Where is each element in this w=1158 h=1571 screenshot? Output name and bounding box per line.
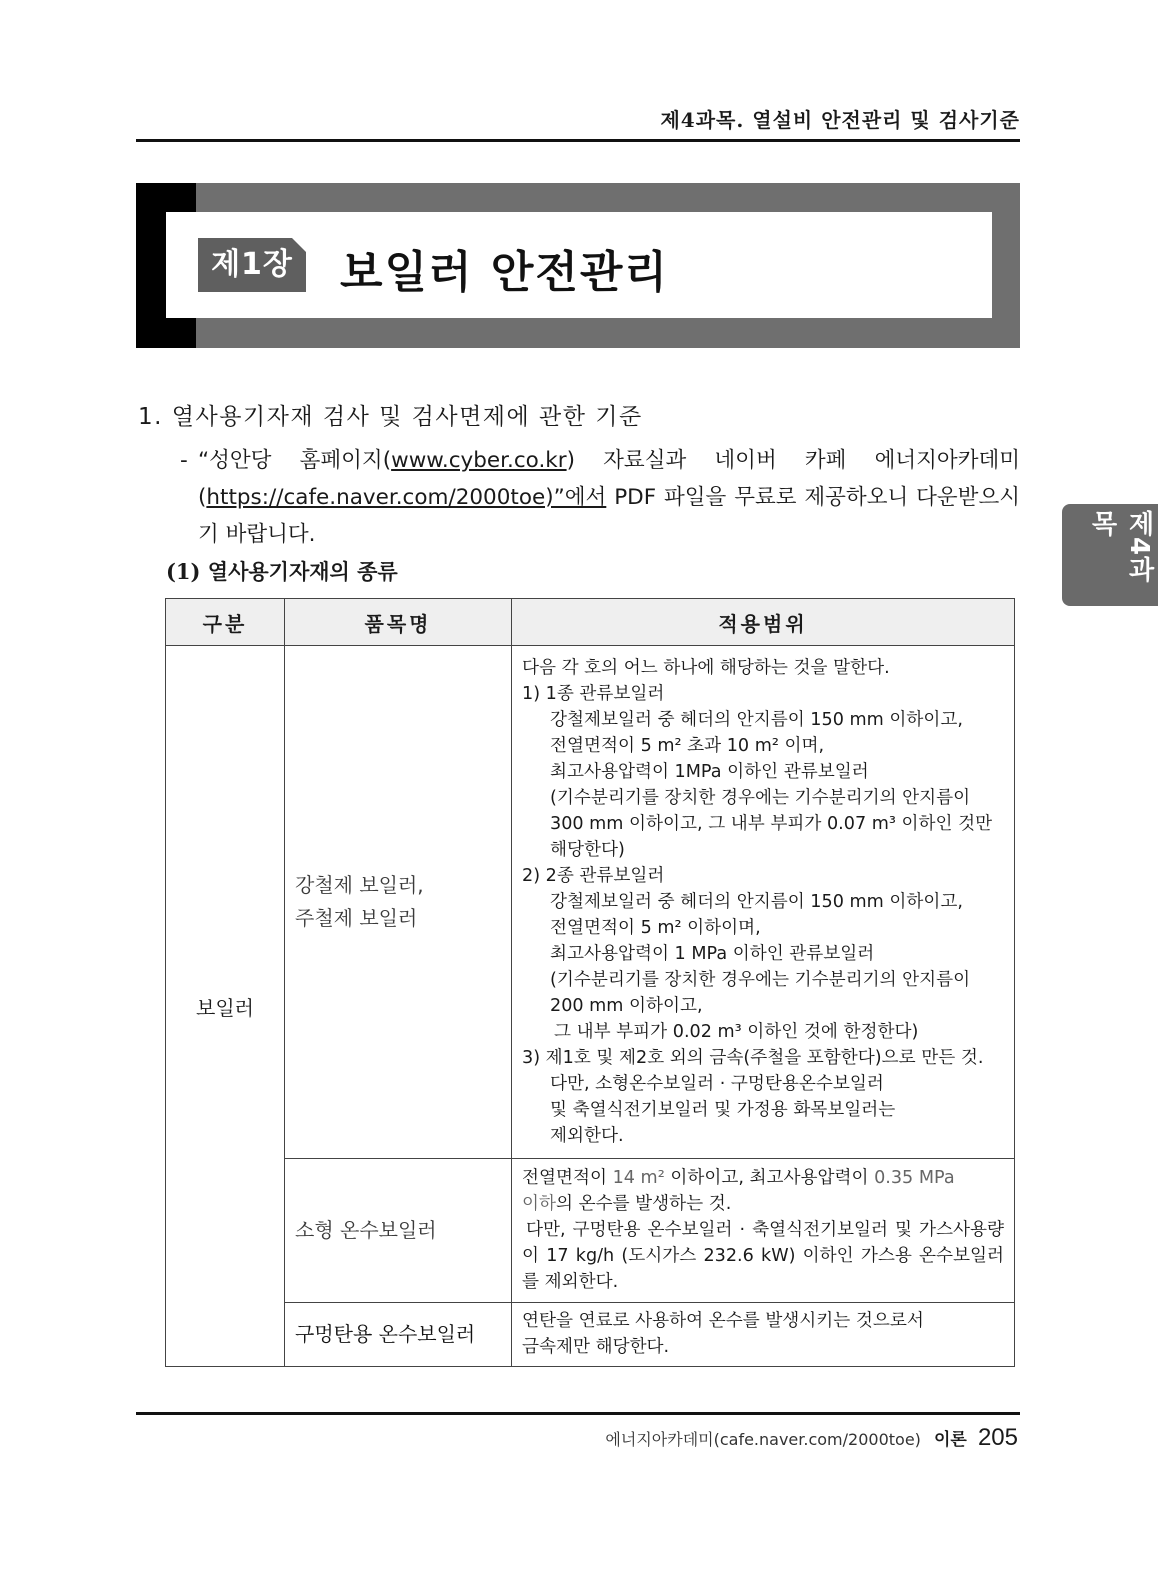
scope-line: 다만, 소형온수보일러 · 구멍탄용온수보일러 — [550, 1073, 884, 1094]
cafe-link[interactable]: https://cafe.naver.com/2000toe)”에서 — [206, 485, 607, 510]
cyber-link[interactable]: www.cyber.co.kr — [391, 448, 567, 473]
scope-line: (기수분리기를 장치한 경우에는 기수분리기의 안지름이 — [550, 787, 971, 808]
item-cell: 구멍탄용 온수보일러 — [285, 1303, 512, 1367]
page-footer — [605, 1424, 1018, 1452]
scope-line: 연탄을 연료로 사용하여 온수를 발생시키는 것으로서 — [522, 1311, 924, 1331]
scope-line: 전열면적이 5 m² 이하이며, — [550, 917, 761, 938]
scope-line: 200 mm 이하이고, — [550, 995, 703, 1016]
scope-line: 강철제보일러 중 헤더의 안지름이 150 mm 이하이고, — [550, 709, 963, 730]
item-cell — [285, 646, 512, 1159]
page-number: 205 — [977, 1424, 1018, 1451]
header-scope: 적용범위 — [512, 599, 1015, 646]
equipment-table — [165, 598, 1015, 1367]
scope-exception: 다만, 구멍탄용 온수보일러 · 축열식전기보일러 및 가스사용량이 17 kg/h (도시가스 232.6 kW) 이하인 가스용 온수보일러를 제외한다. — [522, 1220, 1004, 1292]
running-header: 제4과목. 열설비 안전관리 및 검사기준 — [660, 108, 1020, 132]
item-cell: 소형 온수보일러 — [285, 1159, 512, 1303]
note-text-3: PDF 파일을 무료로 제공하오니 다운받으시기 바랍니다. — [198, 485, 1020, 547]
header-item: 품목명 — [285, 599, 512, 646]
footer-site: 에너지아카데미(cafe.naver.com/2000toe) — [605, 1430, 921, 1449]
scope-area-value: 14 m² — [612, 1168, 665, 1188]
scope-cell — [512, 646, 1015, 1159]
scope-pressure-value: 0.35 MPa — [874, 1168, 955, 1188]
scope-line: 다음 각 호의 어느 하나에 해당하는 것을 말한다. — [522, 657, 890, 678]
scope-line: 그 내부 부피가 0.02 m³ 이하인 것에 한정한다) — [554, 1021, 919, 1042]
table-row — [166, 646, 1015, 1159]
scope-line: 해당한다) — [550, 839, 625, 860]
scope-line: 및 축열식전기보일러 및 가정용 화목보일러는 — [550, 1099, 896, 1120]
table-row — [166, 1303, 1015, 1367]
scope-cell — [512, 1159, 1015, 1303]
download-note — [180, 442, 1020, 553]
scope-line: 제외한다. — [550, 1125, 624, 1146]
footer-rule — [136, 1412, 1020, 1415]
scope-line: 금속제만 해당한다. — [522, 1337, 670, 1357]
scope-text: 의 온수를 발생하는 것. — [556, 1194, 732, 1214]
scope-line: (기수분리기를 장치한 경우에는 기수분리기의 안지름이 — [550, 969, 971, 990]
scope-line: 최고사용압력이 1MPa 이하인 관류보일러 — [550, 761, 869, 782]
header-category: 구분 — [166, 599, 285, 646]
scope-text: 이하 — [522, 1194, 556, 1214]
item-line: 강철제 보일러, — [295, 873, 424, 897]
scope-line: 300 mm 이하이고, 그 내부 부피가 0.07 m³ 이하인 것만 — [550, 813, 993, 834]
scope-line: 전열면적이 5 m² 초과 10 m² 이며, — [550, 735, 825, 756]
subsection-title: (1) 열사용기자재의 종류 — [166, 559, 398, 584]
scope-line: 2) 2종 관류보일러 — [522, 865, 665, 886]
header-rule — [136, 139, 1020, 142]
scope-paragraph — [522, 1165, 1004, 1217]
table-header-row — [166, 599, 1015, 646]
scope-line: 강철제보일러 중 헤더의 안지름이 150 mm 이하이고, — [550, 891, 963, 912]
item-line: 주철제 보일러 — [295, 906, 418, 930]
scope-line: 1) 1종 관류보일러 — [522, 683, 665, 704]
scope-line: 최고사용압력이 1 MPa 이하인 관류보일러 — [550, 943, 875, 964]
note-text-2: ) 자료실과 네이버 카페 에너지아카데미 ( — [198, 448, 1021, 510]
note-bullet: - — [180, 448, 188, 473]
footer-label: 이론 — [934, 1430, 967, 1450]
table-row — [166, 1159, 1015, 1303]
chapter-badge: 제1장 — [198, 238, 306, 292]
note-text-1: “성안당 홈페이지( — [198, 448, 392, 473]
category-cell: 보일러 — [166, 646, 285, 1367]
section-title: 1. 열사용기자재 검사 및 검사면제에 관한 기준 — [138, 404, 643, 430]
scope-text: 이하이고, 최고사용압력이 — [664, 1168, 875, 1188]
scope-text: 전열면적이 — [522, 1168, 613, 1188]
scope-line: 3) 제1호 및 제2호 외의 금속(주철을 포함한다)으로 만든 것. — [522, 1047, 984, 1068]
chapter-title: 보일러 안전관리 — [340, 247, 669, 298]
side-tab-label: 제4과목 — [1087, 510, 1154, 584]
scope-cell — [512, 1303, 1015, 1367]
side-tab — [1062, 504, 1158, 606]
